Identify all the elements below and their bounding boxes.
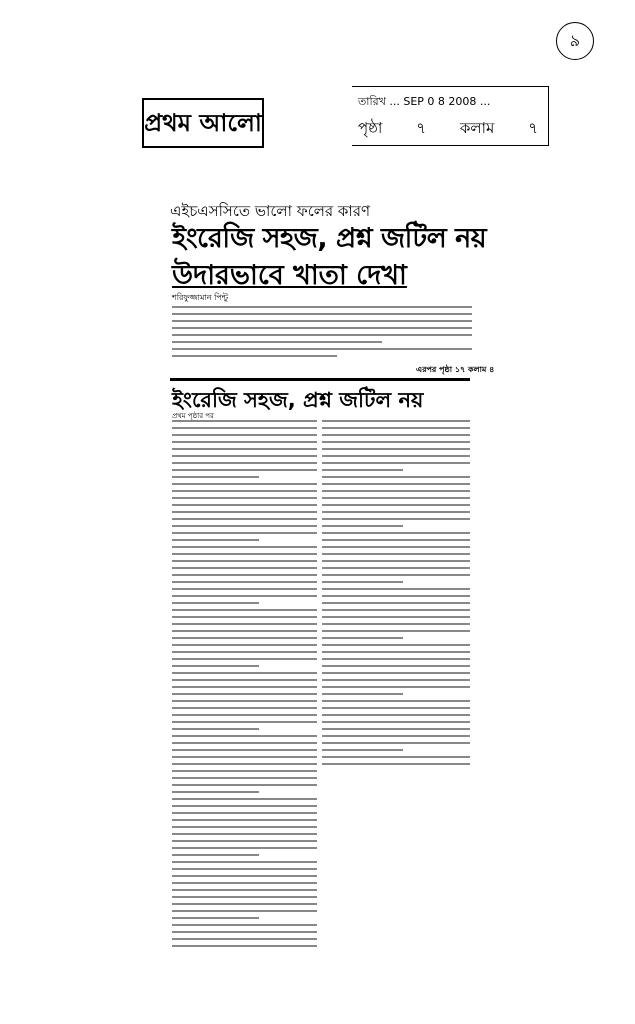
inner-subtitle: প্রথম পৃষ্ঠার পর [172,412,214,420]
article-subheadline: উদারভাবে খাতা দেখা [172,260,407,291]
page-label: পৃষ্ঠা [358,119,383,137]
page-value: ৭ [416,119,426,137]
divider [170,378,470,381]
date-label: তারিখ [358,95,386,108]
inner-headline: ইংরেজি সহজ, প্রশ্ন জটিল নয় [172,388,424,412]
article-headline: ইংরেজি সহজ, প্রশ্ন জটিল নয় [172,223,487,254]
newspaper-masthead: প্রথম আলো [142,98,264,148]
column-label: কলাম [459,119,495,137]
body-column-right [322,420,470,770]
clipping-stamp [352,86,549,146]
continued-note: এরপর পৃষ্ঠা ১৭ কলাম ৪ [416,365,495,374]
byline: শরিফুজ্জামান পিন্টু [172,293,229,302]
date-value: SEP 0 8 2008 [403,95,477,108]
article-kicker: এইচএসসিতে ভালো ফলের কারণ [170,202,371,220]
stamp-date-row: তারিখ ... SEP 0 8 2008 ... [358,95,491,108]
column-value: ৭ [528,119,538,137]
lead-text-block [172,306,472,362]
page-number: ৯ [556,22,594,60]
body-column-left [172,420,317,952]
stamp-page-row [358,117,538,142]
